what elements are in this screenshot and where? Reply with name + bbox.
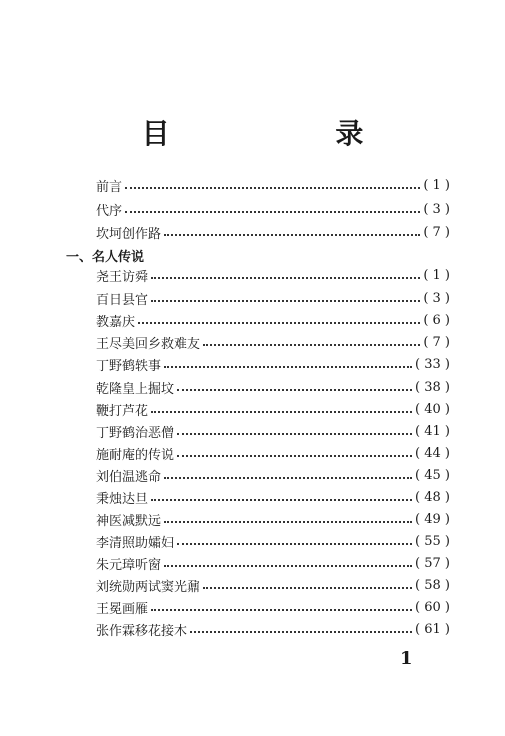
toc-entry-page: ( 33 ) xyxy=(415,356,450,372)
toc-entry-label: 王冕画雁 xyxy=(96,601,149,617)
toc-entry xyxy=(96,619,450,639)
toc-entry-page: ( 49 ) xyxy=(415,511,450,527)
toc-entry-page: ( 1 ) xyxy=(423,267,450,283)
toc-entry-page: ( 44 ) xyxy=(415,445,450,461)
toc-entry-label: 尧王访舜 xyxy=(96,269,149,285)
dot-leader xyxy=(177,387,412,391)
toc-entry-page: ( 55 ) xyxy=(415,533,450,549)
toc-entry xyxy=(96,222,450,242)
page-title: 目 录 xyxy=(141,117,442,150)
toc-entry xyxy=(96,265,450,285)
dot-leader xyxy=(190,629,412,633)
toc-entry-page: ( 7 ) xyxy=(423,334,450,350)
toc-entry xyxy=(96,465,450,485)
toc-entry-label: 代序 xyxy=(96,203,123,219)
toc-entry-label: 乾隆皇上掘坟 xyxy=(96,381,175,397)
toc-entry-page: ( 3 ) xyxy=(423,201,450,217)
dot-leader xyxy=(177,431,412,435)
page-number: 1 xyxy=(400,648,413,669)
toc-entry xyxy=(96,354,450,374)
toc-entry-label: 前言 xyxy=(96,179,123,195)
toc-entry-page: ( 1 ) xyxy=(423,177,450,193)
toc-entry xyxy=(96,509,450,529)
toc-entry-page: ( 57 ) xyxy=(415,555,450,571)
toc-entry xyxy=(96,597,450,617)
toc-entry-label: 坎坷创作路 xyxy=(96,226,162,242)
dot-leader xyxy=(151,497,412,501)
dot-leader xyxy=(125,209,420,213)
dot-leader xyxy=(164,232,420,236)
dot-leader xyxy=(151,275,420,279)
toc-entry-label: 刘伯温逃命 xyxy=(96,469,162,485)
toc-entry xyxy=(96,443,450,463)
dot-leader xyxy=(164,475,412,479)
toc-entry xyxy=(96,332,450,352)
dot-leader xyxy=(138,320,420,324)
toc-entry-page: ( 38 ) xyxy=(415,379,450,395)
toc-entry xyxy=(96,377,450,397)
toc-entry xyxy=(96,399,450,419)
dot-leader xyxy=(164,364,412,368)
toc-entry-label: 丁野鹤治恶僧 xyxy=(96,425,175,441)
toc-entry xyxy=(96,487,450,507)
dot-leader xyxy=(164,563,412,567)
toc-entry xyxy=(96,310,450,330)
toc-entry-label: 张作霖移花接木 xyxy=(96,623,188,639)
section-heading: 一、名人传说 xyxy=(66,250,145,265)
dot-leader xyxy=(177,541,412,545)
dot-leader xyxy=(203,585,412,589)
toc-entry-page: ( 40 ) xyxy=(415,401,450,417)
toc-entry-page: ( 61 ) xyxy=(415,621,450,637)
dot-leader xyxy=(151,409,412,413)
toc-entry-page: ( 60 ) xyxy=(415,599,450,615)
toc-entry-label: 鞭打芦花 xyxy=(96,403,149,419)
toc-entry xyxy=(96,175,450,195)
toc-entry-page: ( 41 ) xyxy=(415,423,450,439)
toc-entry-page: ( 58 ) xyxy=(415,577,450,593)
toc-entry xyxy=(96,553,450,573)
toc-entry-label: 神医减默远 xyxy=(96,513,162,529)
toc-entry-page: ( 45 ) xyxy=(415,467,450,483)
toc-entry-label: 朱元璋听窗 xyxy=(96,557,162,573)
toc-entry-page: ( 7 ) xyxy=(423,224,450,240)
dot-leader xyxy=(151,298,420,302)
toc-entry-page: ( 6 ) xyxy=(423,312,450,328)
toc-entry xyxy=(96,288,450,308)
toc-entry-label: 王尽美回乡救难友 xyxy=(96,336,201,352)
dot-leader xyxy=(151,607,412,611)
toc-entry-label: 秉烛达旦 xyxy=(96,491,149,507)
toc-entry-page: ( 3 ) xyxy=(423,290,450,306)
toc-entry-label: 百日县官 xyxy=(96,292,149,308)
toc-entry-page: ( 48 ) xyxy=(415,489,450,505)
dot-leader xyxy=(203,342,420,346)
toc-entry-label: 刘统勋两试窦光鼐 xyxy=(96,579,201,595)
toc-entry xyxy=(96,575,450,595)
toc-entry-label: 施耐庵的传说 xyxy=(96,447,175,463)
dot-leader xyxy=(177,453,412,457)
toc-entry xyxy=(96,421,450,441)
dot-leader xyxy=(164,519,412,523)
toc-entry-label: 教嘉庆 xyxy=(96,314,136,330)
toc-entry xyxy=(96,531,450,551)
toc-entry-label: 丁野鹤轶事 xyxy=(96,358,162,374)
dot-leader xyxy=(125,185,420,189)
toc-entry-label: 李清照助孀妇 xyxy=(96,535,175,551)
toc-entry xyxy=(96,199,450,219)
